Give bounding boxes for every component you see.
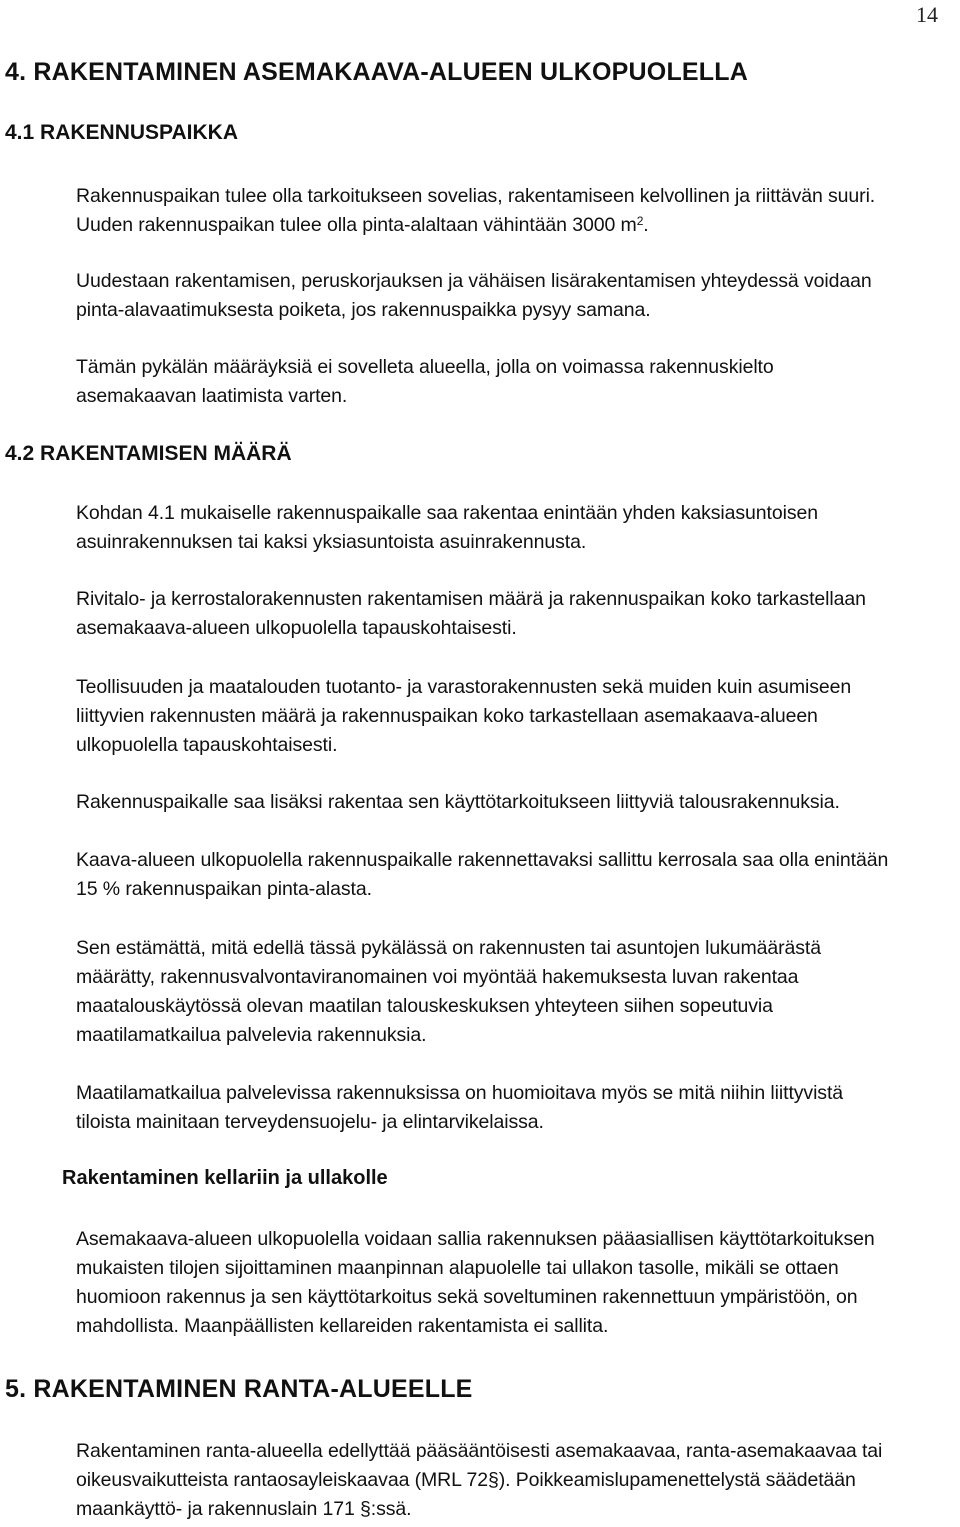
paragraph-maara-4: [76, 788, 946, 817]
text-line: asuinrakennuksen tai kaksi yksiasuntoista asuinrakennusta.: [76, 531, 587, 553]
text-line: [76, 211, 946, 240]
text-line: Rakentaminen ranta-alueella edellyttää pääsääntöisesti asemakaavaa, ranta-asemakaavaa tai: [76, 1440, 883, 1462]
text-line: Teollisuuden ja maatalouden tuotanto- ja varastorakennusten sekä muiden kuin asumiseen: [76, 676, 852, 698]
text-line: 15 % rakennuspaikan pinta-alasta.: [76, 878, 372, 900]
text-line: Maatilamatkailua palvelevissa rakennuksissa on huomioitava myös se mitä niihin liittyvistä: [76, 1082, 844, 1104]
text-line: mahdollista. Maanpäällisten kellareiden rakentamista ei sallita.: [76, 1315, 609, 1337]
superscript-2: 2: [636, 214, 644, 228]
text-line: Asemakaava-alueen ulkopuolella voidaan sallia rakennuksen pääasiallisen käyttötarkoituksen: [76, 1228, 875, 1250]
text-line: liittyvien rakennusten määrä ja rakennuspaikan koko tarkastellaan asemakaava-alueen: [76, 705, 818, 727]
text-line: Rakennuspaikan tulee olla tarkoitukseen sovelias, rakentamiseen kelvollinen ja riittävän suuri.: [76, 185, 876, 207]
paragraph-maara-5: [76, 846, 946, 904]
text-line: ulkopuolella tapauskohtaisesti.: [76, 734, 338, 756]
paragraph-rakennuspaikka-1: [76, 182, 946, 240]
paragraph-kellari-1: [76, 1225, 946, 1341]
text-line: Rivitalo- ja kerrostalorakennusten rakentamisen määrä ja rakennuspaikan koko tarkastellaan: [76, 588, 866, 610]
text-line: oikeusvaikutteista rantaosayleiskaavaa (MRL 72§). Poikkeamislupamenettelystä säädetään: [76, 1469, 856, 1491]
paragraph-maara-6: [76, 934, 946, 1050]
text-line: maatilamatkailua palvelevia rakennuksia.: [76, 1024, 427, 1046]
text-fragment: .: [643, 214, 649, 236]
text-line: mukaisten tilojen sijoittaminen maanpinnan alapuolelle tai ullakon tasolle, mikäli se ottaen: [76, 1257, 839, 1279]
paragraph-rakennuspaikka-3: [76, 353, 946, 411]
paragraph-maara-7: [76, 1079, 946, 1137]
paragraph-rakennuspaikka-2: [76, 267, 946, 325]
heading-kellari-ullakko: Rakentaminen kellariin ja ullakolle: [62, 1167, 388, 1189]
text-line: Rakennuspaikalle saa lisäksi rakentaa sen käyttötarkoitukseen liittyviä talousrakennuksia.: [76, 791, 840, 813]
text-line: Kaava-alueen ulkopuolella rakennuspaikalle rakennettavaksi sallittu kerrosala saa olla enintään: [76, 849, 889, 871]
paragraph-maara-3: [76, 673, 946, 760]
paragraph-maara-1: [76, 499, 946, 557]
text-line: Uudestaan rakentamisen, peruskorjauksen ja vähäisen lisärakentamisen yhteydessä voidaan: [76, 270, 872, 292]
text-fragment: Uuden rakennuspaikan tulee olla pinta-alaltaan vähintään 3000 m: [76, 214, 637, 236]
paragraph-maara-2: [76, 585, 946, 643]
text-line: huomioon rakennus ja sen käyttötarkoitus sekä soveltuminen rakennettuun ympäristöön, on: [76, 1286, 858, 1308]
text-line: Sen estämättä, mitä edellä tässä pykälässä on rakennusten tai asuntojen lukumäärästä: [76, 937, 821, 959]
text-line: maatalouskäytössä olevan maatilan talouskeskuksen yhteyteen siihen sopeutuvia: [76, 995, 773, 1017]
text-line: Tämän pykälän määräyksiä ei sovelleta alueella, jolla on voimassa rakennuskielto: [76, 356, 774, 378]
heading-section-4-1: 4.1 RAKENNUSPAIKKA: [5, 121, 238, 144]
heading-section-4-2: 4.2 RAKENTAMISEN MÄÄRÄ: [5, 442, 292, 465]
page-number: 14: [916, 2, 938, 27]
heading-section-4: 4. RAKENTAMINEN ASEMAKAAVA-ALUEEN ULKOPUOLELLA: [5, 58, 748, 86]
heading-section-5: 5. RAKENTAMINEN RANTA-ALUEELLE: [5, 1375, 473, 1403]
paragraph-ranta-1: [76, 1437, 946, 1524]
text-line: Kohdan 4.1 mukaiselle rakennuspaikalle saa rakentaa enintään yhden kaksiasuntoisen: [76, 502, 818, 524]
text-line: asemakaava-alueen ulkopuolella tapauskohtaisesti.: [76, 617, 517, 639]
text-line: määrätty, rakennusvalvontaviranomainen voi myöntää hakemuksesta luvan rakentaa: [76, 966, 799, 988]
text-line: pinta-alavaatimuksesta poiketa, jos rakennuspaikka pysyy samana.: [76, 299, 651, 321]
text-line: tiloista mainitaan terveydensuojelu- ja elintarvikelaissa.: [76, 1111, 544, 1133]
text-line: asemakaavan laatimista varten.: [76, 385, 348, 407]
text-line: maankäyttö- ja rakennuslain 171 §:ssä.: [76, 1498, 412, 1520]
